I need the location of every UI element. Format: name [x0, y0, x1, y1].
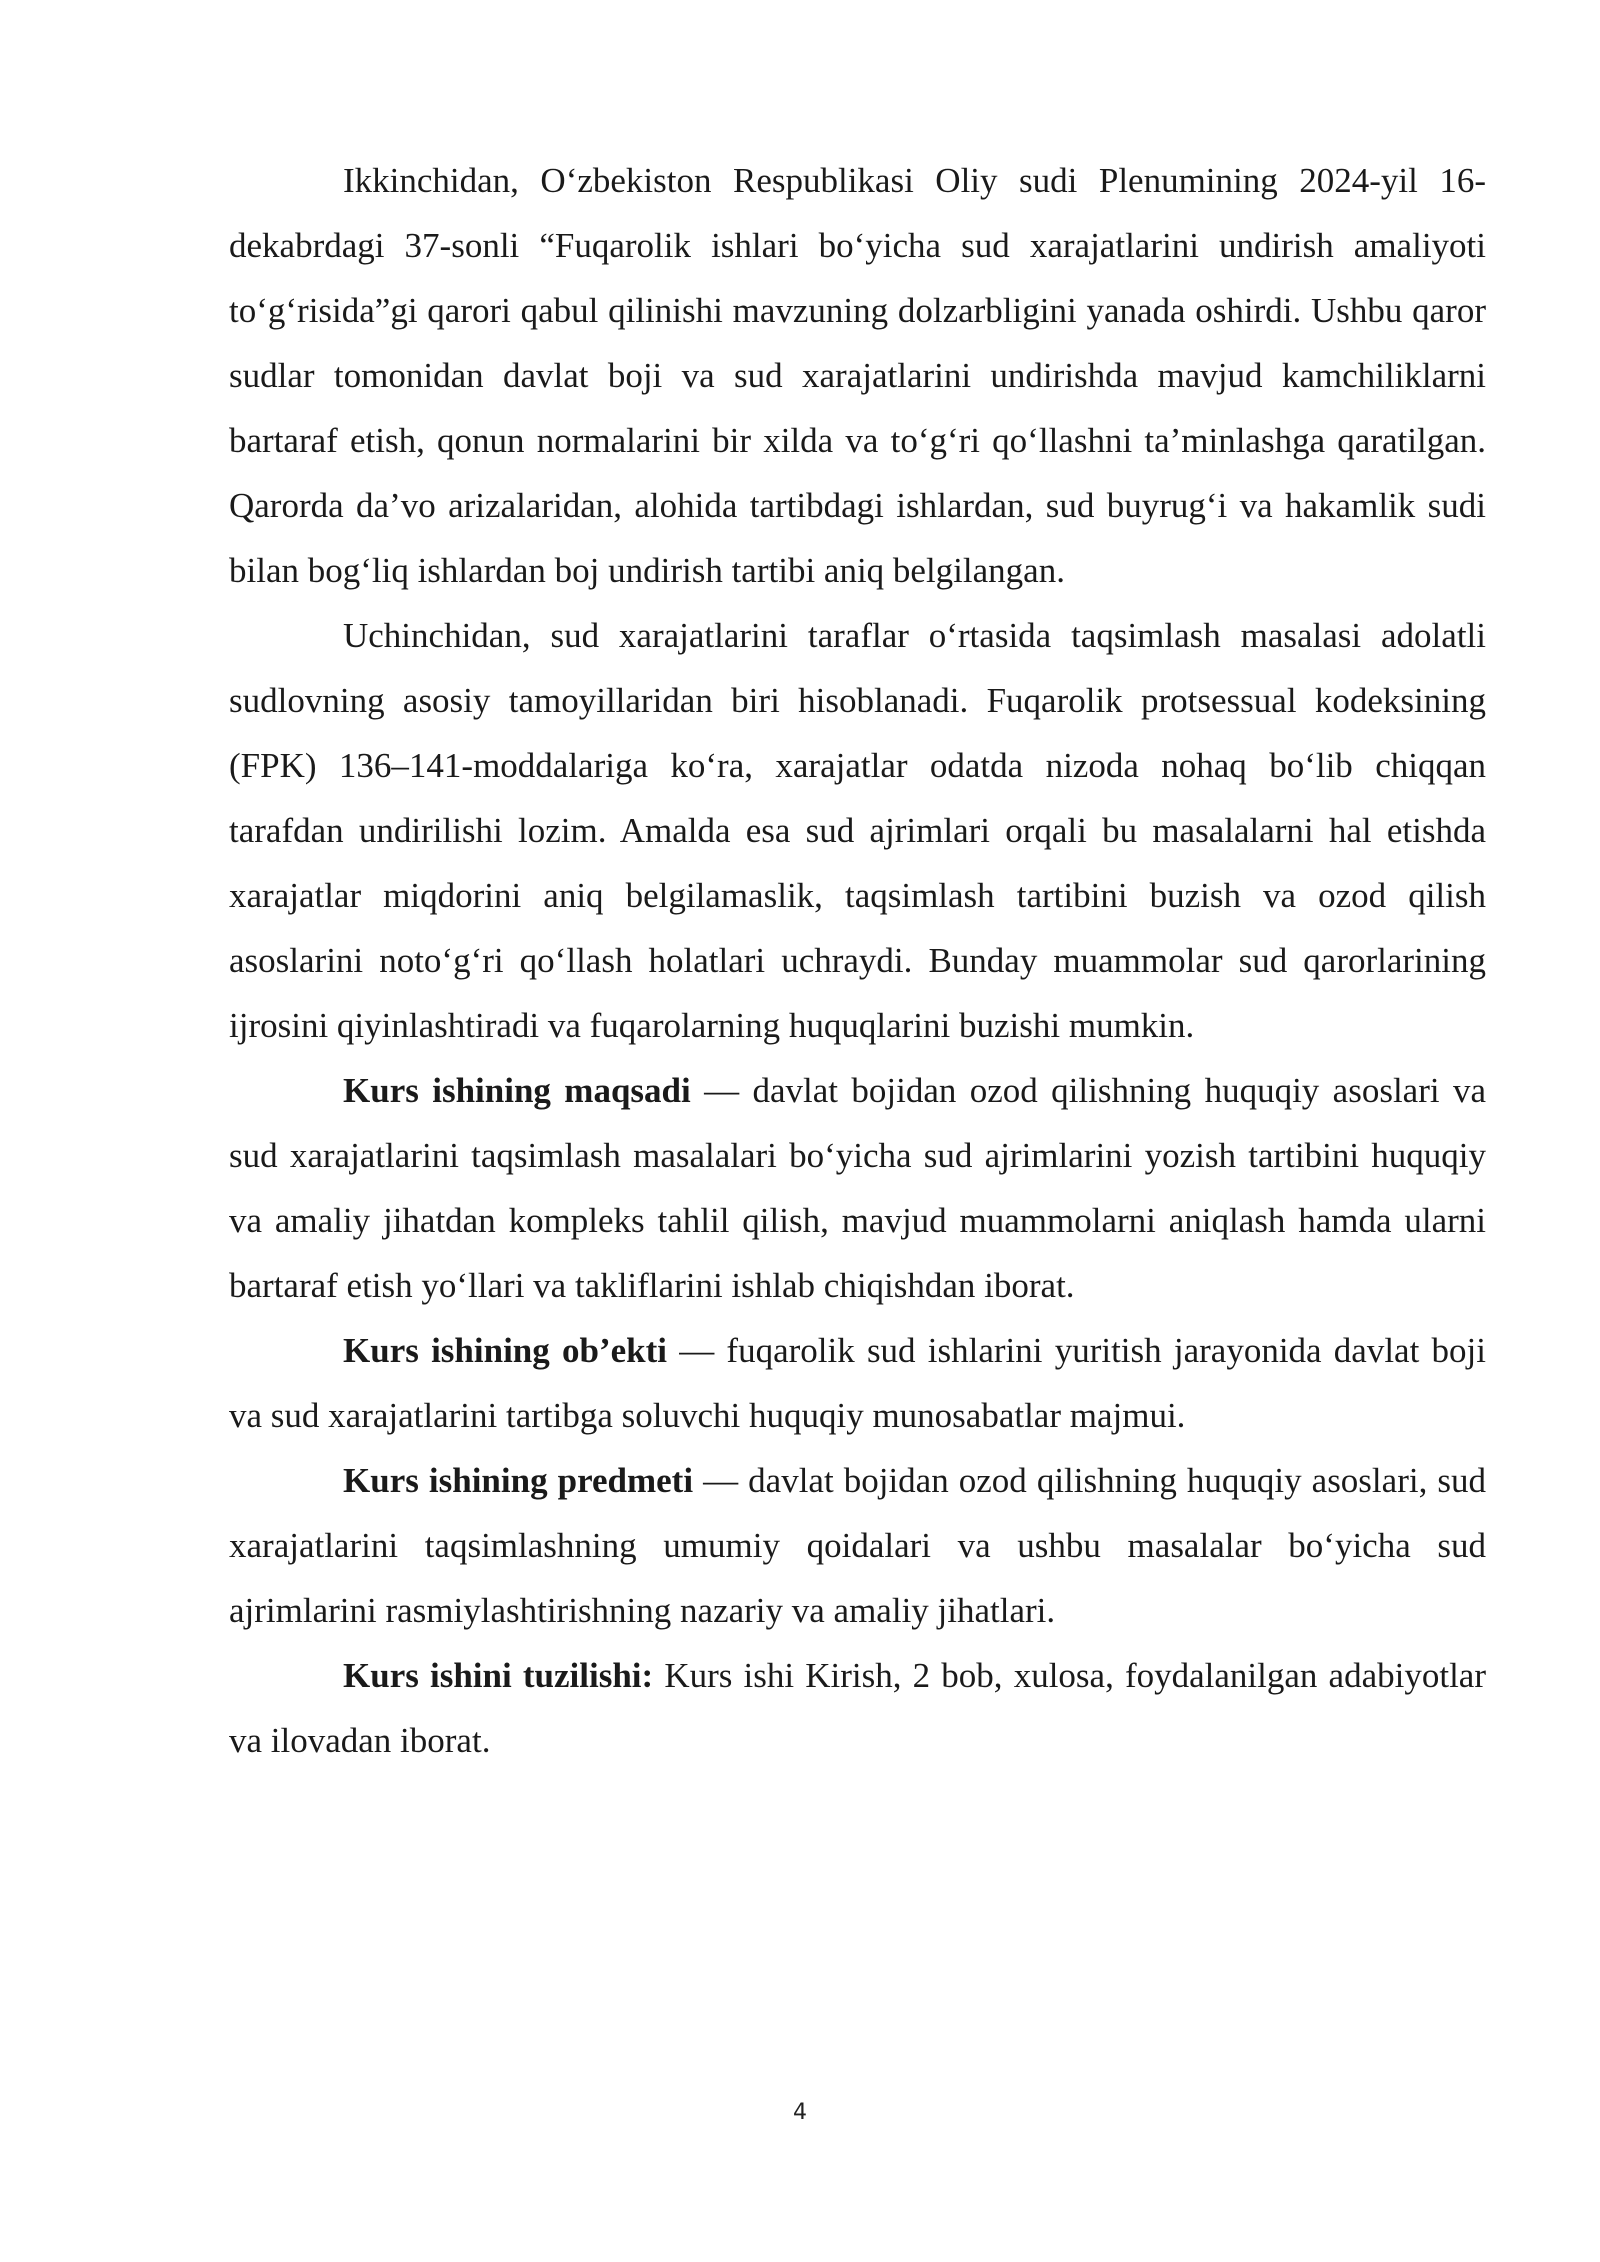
paragraph-text: Kurs ishi Kirish, 2 bob, xulosa, foydalanilgan adabiyotlar va ilovadan iborat.	[229, 1656, 1486, 1760]
paragraph-thirdly	[229, 603, 1486, 1058]
body-text	[229, 148, 1486, 1773]
paragraph-text: — fuqarolik sud ishlarini yuritish jarayonida davlat boji va sud xarajatlarini tartibga soluvchi huquqiy munosabatlar majmui.	[229, 1331, 1486, 1435]
paragraph-secondly	[229, 148, 1486, 603]
paragraph-structure	[229, 1643, 1486, 1773]
paragraph-lead: Kurs ishini tuzilishi:	[343, 1656, 654, 1695]
paragraph-object	[229, 1318, 1486, 1448]
paragraph-lead: Kurs ishining ob’ekti	[343, 1331, 667, 1370]
paragraph-text: — davlat bojidan ozod qilishning huquqiy asoslari va sud xarajatlarini taqsimlash masalalari bo‘yicha sud ajrimlarini yozish tartibini huquqiy va amaliy jihatdan kompleks tahlil qilish, mavjud muammolarni aniqlash hamda ularni bartaraf etish yo‘llari va takliflarini ishlab chiqishdan iborat.	[229, 1071, 1486, 1305]
paragraph-lead: Kurs ishining maqsadi	[343, 1071, 691, 1110]
page-number: 4	[793, 2100, 807, 2125]
paragraph-goal	[229, 1058, 1486, 1318]
paragraph-text: — davlat bojidan ozod qilishning huquqiy asoslari, sud xarajatlarini taqsimlashning umumiy qoidalari va ushbu masalalar bo‘yicha sud ajrimlarini rasmiylashtirishning nazariy va amaliy jihatlari.	[229, 1461, 1486, 1630]
paragraph-lead: Kurs ishining predmeti	[343, 1461, 694, 1500]
paragraph-subject	[229, 1448, 1486, 1643]
paragraph-text: Ikkinchidan, O‘zbekiston Respublikasi Oliy sudi Plenumining 2024-yil 16-dekabrdagi 37-sonli “Fuqarolik ishlari bo‘yicha sud xarajatlarini undirish amaliyoti to‘g‘risida”gi qarori qabul qilinishi mavzuning dolzarbligini yanada oshirdi. Ushbu qaror sudlar tomonidan davlat boji va sud xarajatlarini undirishda mavjud kamchiliklarni bartaraf etish, qonun normalarini bir xilda va to‘g‘ri qo‘llashni ta’minlashga qaratilgan. Qarorda da’vo arizalaridan, alohida tartibdagi ishlardan, sud buyrug‘i va hakamlik sudi bilan bog‘liq ishlardan boj undirish tartibi aniq belgilangan.	[229, 161, 1486, 590]
paragraph-text: Uchinchidan, sud xarajatlarini taraflar o‘rtasida taqsimlash masalasi adolatli sudlovning asosiy tamoyillaridan biri hisoblanadi. Fuqarolik protsessual kodeksining (FPK) 136–141-moddalariga ko‘ra, xarajatlar odatda nizoda nohaq bo‘lib chiqqan tarafdan undirilishi lozim. Amalda esa sud ajrimlari orqali bu masalalarni hal etishda xarajatlar miqdorini aniq belgilamaslik, taqsimlash tartibini buzish va ozod qilish asoslarini noto‘g‘ri qo‘llash holatlari uchraydi. Bunday muammolar sud qarorlarining ijrosini qiyinlashtiradi va fuqarolarning huquqlarini buzishi mumkin.	[229, 616, 1486, 1045]
